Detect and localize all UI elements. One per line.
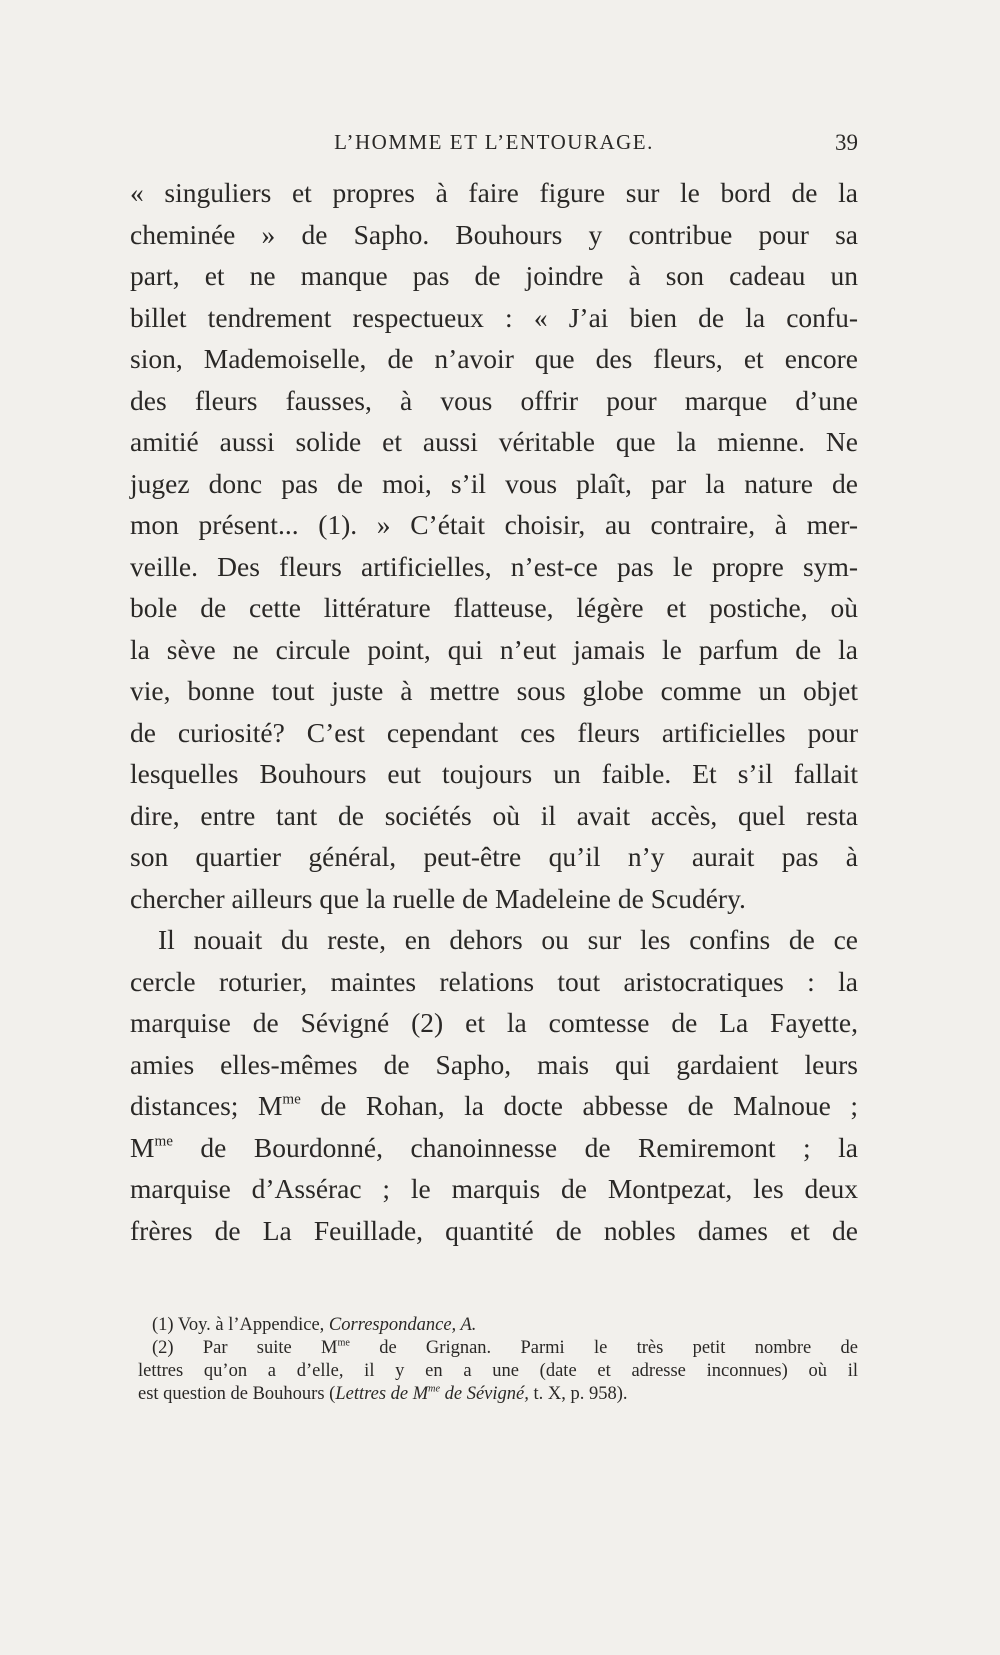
text-line: des fleurs fausses, à vous offrir pour marque d’une <box>130 384 858 416</box>
text-line <box>130 1127 858 1169</box>
footnote-text: est question de Bouhours ( <box>138 1384 336 1404</box>
text-line: marquise d’Assérac ; le marquis de Montpezat, les deux <box>130 1173 858 1204</box>
text-line <box>130 1085 858 1127</box>
text-line: billet tendrement respectueux : « J’ai bien de la confu- <box>130 301 858 333</box>
text-line: « singuliers et propres à faire figure sur le bord de la <box>130 177 858 208</box>
footnote-text: (2) Par suite M <box>152 1338 338 1358</box>
footnote-line <box>138 1383 858 1406</box>
footnote-text: de Grignan. Parmi le très petit nombre de <box>349 1338 858 1358</box>
text-line: lesquelles Bouhours eut toujours un faible. Et s’il fallait <box>130 758 858 789</box>
text-line: Il nouait du reste, en dehors ou sur les confins de ce <box>158 924 858 955</box>
superscript: me <box>154 1133 173 1150</box>
footnote-1 <box>138 1314 858 1337</box>
footnote-italic-text: de Sévigné, <box>439 1384 529 1404</box>
text-line: jugez donc pas de moi, s’il vous plaît, par la nature de <box>130 467 858 499</box>
text-line: veille. Des fleurs artificielles, n’est-ce pas le propre sym- <box>130 550 858 582</box>
text-line: frères de La Feuillade, quantité de nobles dames et de <box>130 1214 858 1246</box>
text-line: marquise de Sévigné (2) et la comtesse de La Fayette, <box>130 1007 858 1038</box>
text-line: dire, entre tant de sociétés où il avait accès, quel resta <box>130 799 858 831</box>
running-head <box>130 130 858 160</box>
text-line: amitié aussi solide et aussi véritable que la mienne. Ne <box>130 426 858 457</box>
text-line: cercle roturier, maintes relations tout aristocratiques : la <box>130 965 858 997</box>
superscript: me <box>428 1383 440 1395</box>
footnotes <box>138 1314 858 1406</box>
footnote-2 <box>138 1337 858 1360</box>
page-number: 39 <box>835 130 858 155</box>
main-text <box>130 172 858 1251</box>
running-title: L’HOMME ET L’ENTOURAGE. <box>334 130 654 154</box>
text-line: chercher ailleurs que la ruelle de Madeleine de Scudéry. <box>130 882 746 914</box>
footnote-line: lettres qu’on a d’elle, il y en a une (date et adresse inconnues) où il <box>138 1361 858 1381</box>
footnote-italic <box>335 1384 529 1404</box>
text-line: la sève ne circule point, qui n’eut jamais le parfum de la <box>130 633 858 665</box>
superscript: me <box>282 1091 301 1108</box>
text-line: part, et ne manque pas de joindre à son cadeau un <box>130 260 858 291</box>
text-fragment: de Rohan, la docte abbesse de Malnoue ; <box>300 1090 858 1121</box>
text-line: mon présent... (1). » C’était choisir, au contraire, à mer- <box>130 509 858 540</box>
superscript: me <box>337 1337 350 1349</box>
text-line: amies elles-mêmes de Sapho, mais qui gardaient leurs <box>130 1048 858 1080</box>
text-line: bole de cette littérature flatteuse, légère et postiche, où <box>130 592 858 623</box>
footnote-italic: Correspondance, A. <box>328 1315 477 1335</box>
text-line: son quartier général, peut-être qu’il n’y aurait pas à <box>130 841 858 872</box>
footnote-text: (1) Voy. à l’Appendice, <box>152 1315 329 1335</box>
text-fragment: de Bourdonné, chanoinnesse de Remiremont ; la <box>172 1131 858 1163</box>
footnote-text: t. X, p. 958). <box>528 1384 628 1404</box>
text-line: de curiosité? C’est cependant ces fleurs artificielles pour <box>130 716 858 748</box>
text-fragment: M <box>130 1131 155 1163</box>
text-line: vie, bonne tout juste à mettre sous globe comme un objet <box>130 675 858 706</box>
text-line: cheminée » de Sapho. Bouhours y contribue pour sa <box>130 218 858 250</box>
text-line: sion, Mademoiselle, de n’avoir que des fleurs, et encore <box>130 343 858 374</box>
text-fragment: distances; M <box>130 1090 283 1121</box>
footnote-italic-text: Lettres de M <box>335 1384 429 1404</box>
